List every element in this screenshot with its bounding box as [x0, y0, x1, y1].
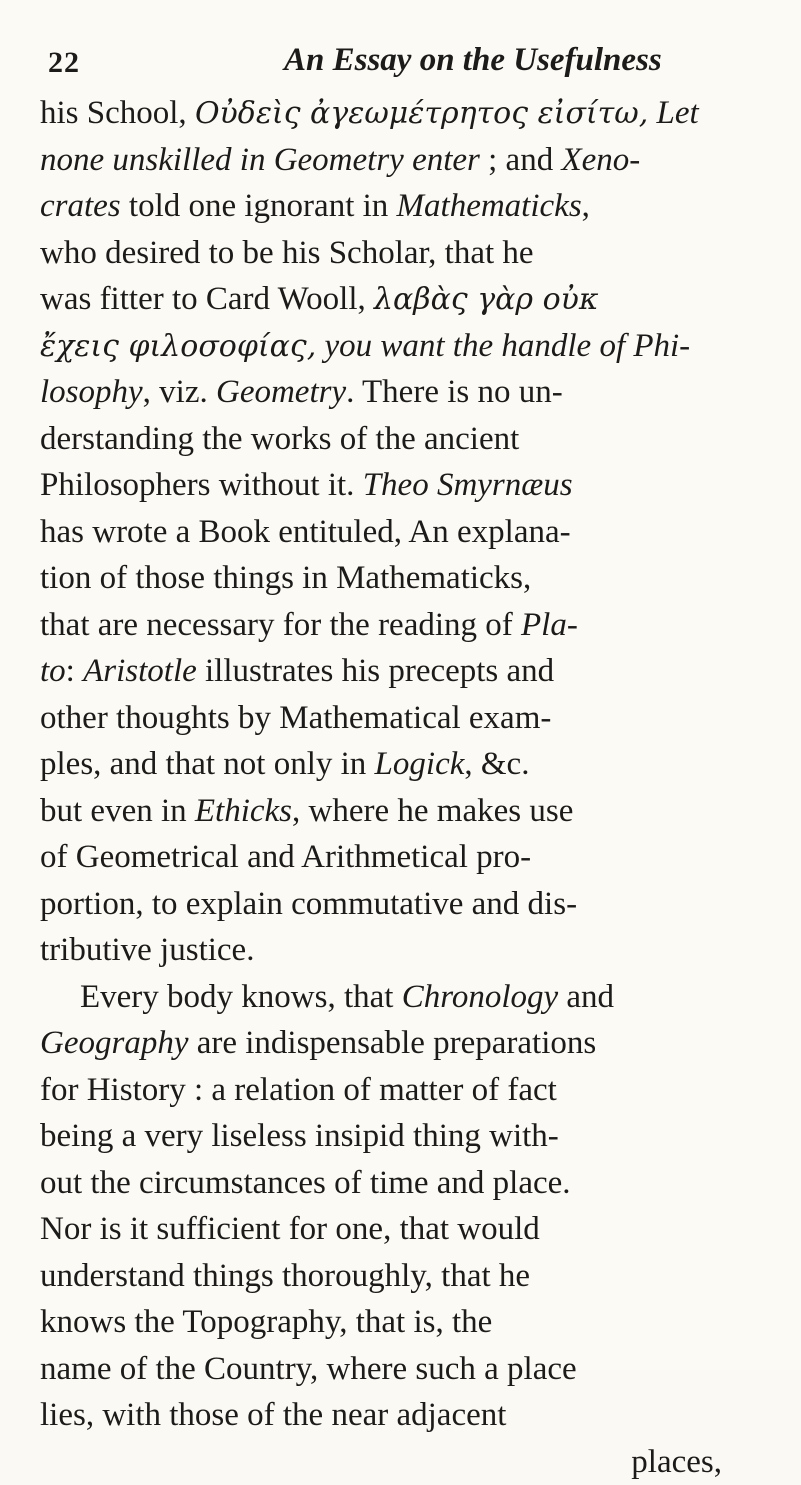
text-segment: has wrote a Book entituled, An explana- [40, 514, 571, 550]
text-segment: for History : a relation of matter of fact [40, 1072, 557, 1108]
text-segment: Logick [375, 746, 465, 782]
text-segment: that are necessary for the reading of [40, 607, 521, 643]
page-number: 22 [48, 46, 80, 80]
text-line [40, 230, 780, 277]
text-segment: portion, to explain commutative and dis- [40, 886, 577, 922]
text-segment: Theo Smyrnæus [363, 467, 573, 503]
greek-text: Οὐδεὶς ἀγεωμέτρητος εἰσίτω, [195, 96, 648, 131]
page-header [48, 42, 768, 92]
text-line [40, 555, 780, 602]
text-segment: was fitter to Card Wooll, [40, 281, 374, 317]
text-segment: : [66, 653, 83, 689]
text-segment: to [40, 653, 66, 689]
text-segment: Xeno- [561, 142, 640, 178]
text-line [40, 416, 780, 463]
text-segment: losophy [40, 374, 143, 410]
text-segment: of Geometrical and Arithmetical pro- [40, 839, 531, 875]
text-segment: who desired to be his Scholar, that he [40, 235, 534, 271]
text-segment: Mathematicks [397, 188, 582, 224]
text-segment: ples, and that not only in [40, 746, 375, 782]
text-segment: knows the Topography, that is, the [40, 1304, 492, 1340]
text-line [40, 369, 780, 416]
text-line [40, 462, 780, 509]
text-line [40, 183, 780, 230]
text-segment: Aristotle [83, 653, 197, 689]
text-segment: Geometry [216, 374, 346, 410]
text-segment: other thoughts by Mathematical exam- [40, 700, 551, 736]
text-segment: , &c. [464, 746, 529, 782]
text-segment: none unskilled in Geometry enter [40, 142, 480, 178]
text-line [40, 1067, 780, 1114]
text-segment: his School, [40, 95, 195, 131]
text-line [40, 1020, 780, 1067]
body-text [40, 90, 780, 1485]
text-segment: Geography [40, 1025, 188, 1061]
text-segment: being a very liseless insipid thing with- [40, 1118, 559, 1154]
text-line [40, 1299, 780, 1346]
text-segment: Ethicks [195, 793, 292, 829]
text-segment: illustrates his precepts and [197, 653, 554, 689]
running-title: An Essay on the Usefulness [284, 42, 662, 79]
text-line [40, 90, 780, 137]
text-segment: tributive justice. [40, 932, 254, 968]
text-segment: told one ignorant in [121, 188, 397, 224]
text-segment: are indispensable preparations [188, 1025, 596, 1061]
text-segment: tion of those things in Mathematicks, [40, 560, 531, 596]
text-segment: . There is no un- [346, 374, 563, 410]
text-segment: Philosophers without it. [40, 467, 363, 503]
text-segment: out the circumstances of time and place. [40, 1165, 571, 1201]
text-line [40, 276, 780, 323]
text-line [40, 648, 780, 695]
text-segment [648, 95, 656, 131]
text-segment: Every body knows, that [80, 979, 402, 1015]
text-line [40, 834, 780, 881]
text-line [40, 788, 780, 835]
text-segment: ; and [480, 142, 562, 178]
text-line [40, 137, 780, 184]
text-segment: understand things thoroughly, that he [40, 1258, 530, 1294]
text-line [40, 741, 780, 788]
text-line [40, 1346, 780, 1393]
text-segment: Let [657, 95, 699, 131]
text-line [40, 1160, 780, 1207]
text-segment: , viz. [143, 374, 216, 410]
catchword: places, [40, 1439, 780, 1485]
text-line [40, 509, 780, 556]
text-segment: Chronology [402, 979, 558, 1015]
text-line [40, 1113, 780, 1160]
text-segment: name of the Country, where such a place [40, 1351, 577, 1387]
text-line [40, 1206, 780, 1253]
text-line [40, 323, 780, 370]
text-segment: and [558, 979, 614, 1015]
text-segment: derstanding the works of the ancient [40, 421, 519, 457]
text-segment: crates [40, 188, 121, 224]
text-segment: Nor is it sufficient for one, that would [40, 1211, 540, 1247]
text-segment: you want the handle of Phi- [324, 328, 690, 364]
text-line [40, 695, 780, 742]
text-line [40, 1253, 780, 1300]
greek-text: λαβὰς γὰρ οὐκ [374, 282, 599, 317]
text-line [40, 927, 780, 974]
text-segment: , [582, 188, 590, 224]
text-segment: , where he makes use [292, 793, 573, 829]
greek-text: ἔχεις φιλοσοφίας, [40, 329, 316, 364]
text-line [40, 1392, 780, 1439]
text-line [40, 974, 780, 1021]
text-line [40, 881, 780, 928]
text-line [40, 602, 780, 649]
text-segment: lies, with those of the near adjacent [40, 1397, 506, 1433]
text-segment: but even in [40, 793, 195, 829]
text-segment: Pla- [521, 607, 578, 643]
